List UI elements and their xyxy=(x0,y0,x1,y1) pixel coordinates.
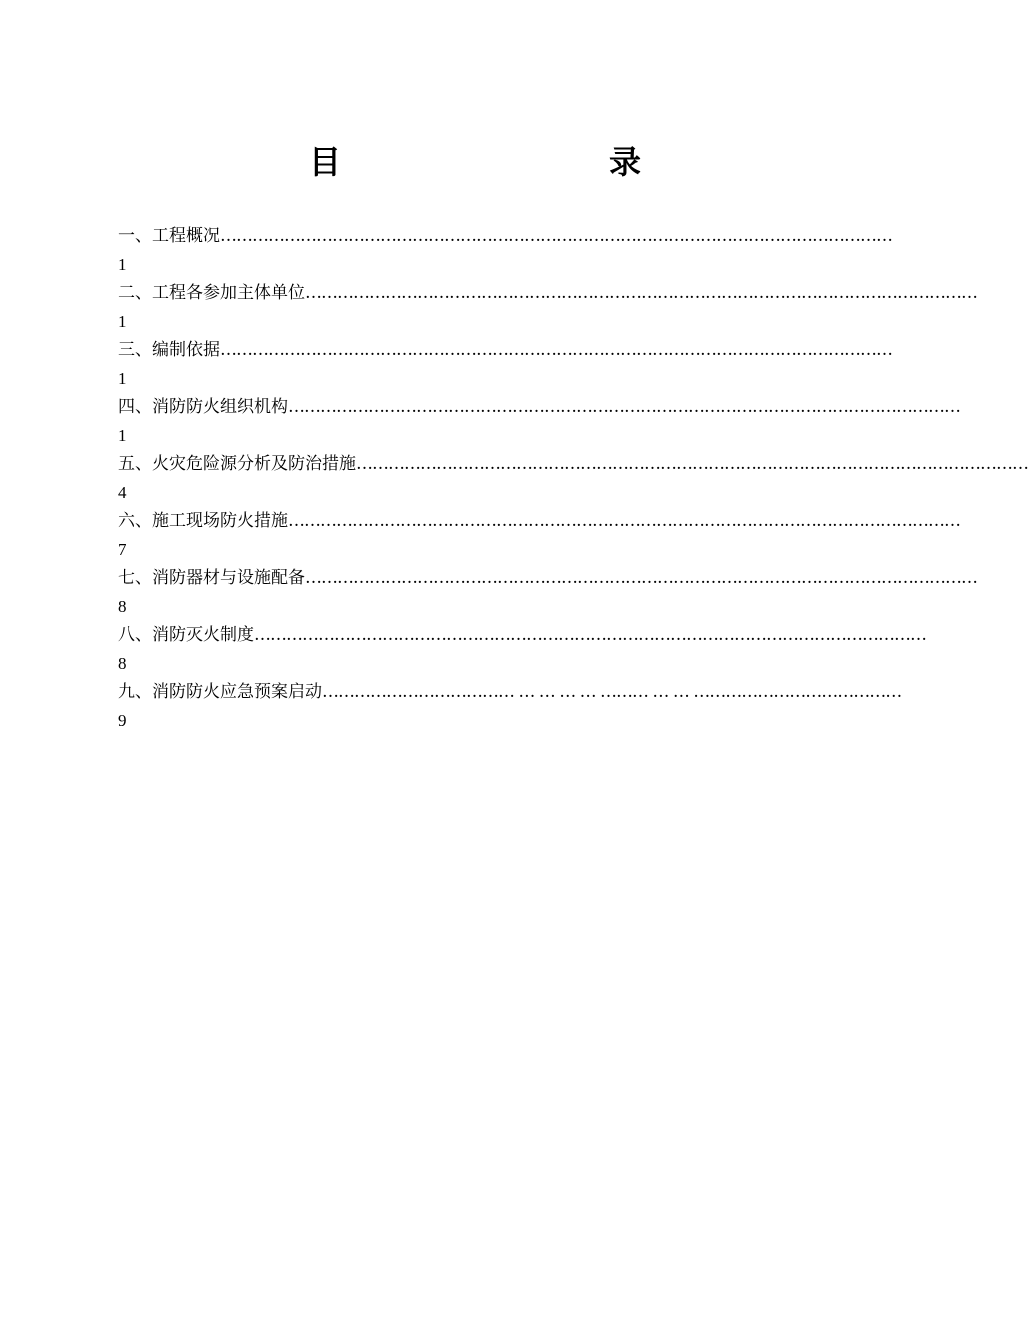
toc-entry-label: 三、编制依据 xyxy=(118,340,220,360)
toc-page-number: 1 xyxy=(118,254,127,274)
toc-page-number: 9 xyxy=(118,710,127,730)
toc-entry-7[interactable] xyxy=(118,564,977,621)
toc-dot-leader: ……………………………………………………………………………………………………………… xyxy=(305,283,977,303)
toc-entry-label: 八、消防灭火制度 xyxy=(118,625,254,645)
toc-page-number: 4 xyxy=(118,482,127,502)
toc-entry-label: 九、消防防火应急预案启动 xyxy=(118,682,322,702)
toc-entry-label: 四、消防防火组织机构 xyxy=(118,397,288,417)
toc-entry-line xyxy=(118,450,1028,479)
toc-entry-label: 六、施工现场防火措施 xyxy=(118,511,288,531)
toc-entry-4[interactable] xyxy=(118,393,960,450)
page-title: 目 录 xyxy=(308,143,709,181)
toc-entry-2[interactable] xyxy=(118,279,977,336)
toc-dot-leader: ……………………………………………………………………………………………………………… xyxy=(220,340,892,360)
toc-entry-label: 一、工程概况 xyxy=(118,226,220,246)
toc-page-number: 8 xyxy=(118,653,127,673)
toc-page-number: 1 xyxy=(118,368,127,388)
toc-entry-line xyxy=(118,564,977,593)
toc-page-number: 8 xyxy=(118,596,127,616)
toc-page-number: 7 xyxy=(118,539,127,559)
toc-entry-line xyxy=(118,678,902,707)
toc-entry-line xyxy=(118,621,926,650)
toc-entry-1[interactable] xyxy=(118,222,892,279)
toc-dot-leader: ……………………………………………………………………………………………………………… xyxy=(288,397,960,417)
toc-dot-leader: ……………………………… … … … … ……… … … ………………………………… xyxy=(322,682,902,702)
table-of-contents xyxy=(118,222,1028,735)
toc-dot-leader: ……………………………………………………………………………………………………………… xyxy=(288,511,960,531)
toc-page-number: 1 xyxy=(118,311,127,331)
toc-entry-3[interactable] xyxy=(118,336,892,393)
toc-entry-line xyxy=(118,507,960,536)
toc-entry-line xyxy=(118,222,892,251)
toc-entry-label: 七、消防器材与设施配备 xyxy=(118,568,305,588)
toc-entry-6[interactable] xyxy=(118,507,960,564)
toc-entry-8[interactable] xyxy=(118,621,926,678)
toc-entry-label: 五、火灾危险源分析及防治措施 xyxy=(118,454,356,474)
toc-dot-leader: ……………………………………………………………………………………………………………… xyxy=(220,226,892,246)
toc-entry-5[interactable] xyxy=(118,450,1028,507)
toc-entry-9[interactable] xyxy=(118,678,902,735)
toc-dot-leader: ……………………………………………………………………………………………………………… xyxy=(305,568,977,588)
toc-page-number: 1 xyxy=(118,425,127,445)
toc-dot-leader: ……………………………………………………………………………………………………………… xyxy=(254,625,926,645)
toc-dot-leader: ……………………………………………………………………………………………………………… xyxy=(356,454,1028,474)
toc-entry-line xyxy=(118,336,892,365)
toc-entry-label: 二、工程各参加主体单位 xyxy=(118,283,305,303)
toc-entry-line xyxy=(118,279,977,308)
toc-entry-line xyxy=(118,393,960,422)
